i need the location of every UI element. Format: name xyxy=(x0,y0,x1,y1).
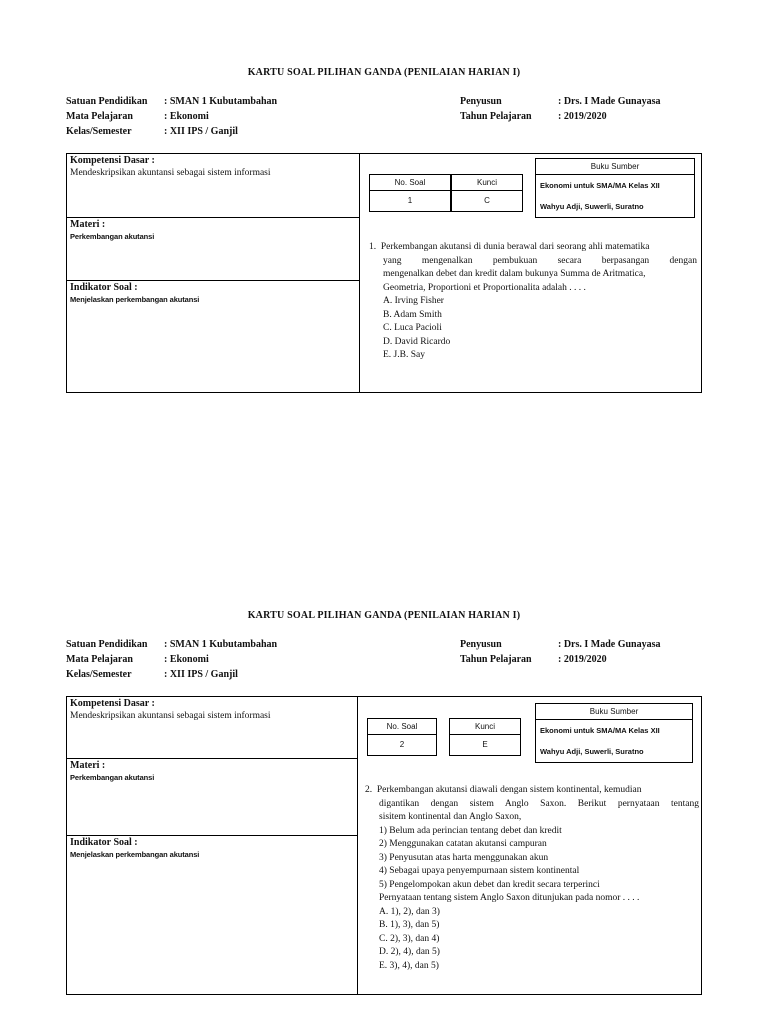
kompetensi-text: Mendeskripsikan akuntansi sebagai sistem informasi xyxy=(70,168,271,178)
meta-label: Kelas/Semester xyxy=(66,669,132,680)
no-soal-value: 2 xyxy=(399,740,405,749)
materi-text: Perkembangan akutansi xyxy=(70,232,155,241)
kunci-value: C xyxy=(484,196,490,205)
buku-title: Ekonomi untuk SMA/MA Kelas XII xyxy=(540,181,660,190)
answer-option: D. David Ricardo xyxy=(383,336,451,347)
buku-sumber-box xyxy=(535,158,695,218)
no-soal-label: No. Soal xyxy=(368,719,436,735)
buku-authors: Wahyu Adji, Suwerli, Suratno xyxy=(540,202,644,211)
buku-authors: Wahyu Adji, Suwerli, Suratno xyxy=(540,747,644,756)
meta-label: Mata Pelajaran xyxy=(66,111,133,122)
question-stem xyxy=(369,241,697,295)
meta-label: Tahun Pelajaran xyxy=(460,654,532,665)
kompetensi-label: Kompetensi Dasar : xyxy=(70,155,155,166)
meta-label: Tahun Pelajaran xyxy=(460,111,532,122)
buku-title: Ekonomi untuk SMA/MA Kelas XII xyxy=(540,726,660,735)
meta-value: : SMAN 1 Kubutambahan xyxy=(164,96,278,107)
stem-line: yang mengenalkan pembukuan secara berpasangan dengan xyxy=(383,255,697,266)
meta-label: Kelas/Semester xyxy=(66,126,132,137)
meta-value: : Ekonomi xyxy=(164,111,209,122)
indikator-label: Indikator Soal : xyxy=(70,282,138,293)
materi-label: Materi : xyxy=(70,760,106,771)
statement-item: 4) Sebagai upaya penyempurnaan sistem kontinental xyxy=(379,866,580,876)
no-soal-value: 1 xyxy=(407,196,413,205)
stem-line: Perkembangan akutansi diawali dengan sistem kontinental, kemudian xyxy=(376,785,642,795)
answer-option: C. Luca Pacioli xyxy=(383,323,442,333)
meta-left xyxy=(66,94,277,139)
statement-item: 3) Penyusutan atas harta menggunakan akun xyxy=(379,852,549,863)
question-stem xyxy=(365,784,699,825)
card-title: KARTU SOAL PILIHAN GANDA (PENILAIAN HARIAN I) xyxy=(247,610,521,621)
statement-item: 2) Menggunakan catatan akutansi campuran xyxy=(379,839,547,849)
answer-option: B. Adam Smith xyxy=(383,309,442,320)
meta-value: : Drs. I Made Gunayasa xyxy=(558,96,661,107)
materi-cell xyxy=(67,217,359,281)
buku-sumber-label: Buku Sumber xyxy=(536,704,692,720)
kunci-label: Kunci xyxy=(452,175,522,191)
no-soal-box xyxy=(367,718,437,756)
meta-right xyxy=(460,637,661,667)
answer-option: E. J.B. Say xyxy=(383,350,425,360)
meta-left xyxy=(66,637,277,682)
answer-option: A. 1), 2), dan 3) xyxy=(379,906,440,917)
kunci-box xyxy=(449,718,521,756)
stem-line: Geometria, Proportioni et Proportionalita adalah . . . . xyxy=(383,282,586,293)
answer-option: C. 2), 3), dan 4) xyxy=(379,933,440,944)
meta-label: Penyusun xyxy=(460,96,502,107)
no-soal-box xyxy=(369,174,451,212)
stem-line: sisitem kontinental dan Anglo Saxon, xyxy=(379,812,522,822)
indikator-label: Indikator Soal : xyxy=(70,837,138,848)
indikator-cell xyxy=(67,280,359,392)
meta-value: : XII IPS / Ganjil xyxy=(164,126,238,137)
indikator-cell xyxy=(67,835,357,994)
meta-right xyxy=(460,94,661,124)
question-body xyxy=(369,241,697,363)
materi-cell xyxy=(67,758,357,836)
answer-option: E. 3), 4), dan 5) xyxy=(379,960,439,971)
question-body xyxy=(365,784,699,973)
kunci-label: Kunci xyxy=(450,719,520,735)
left-column xyxy=(67,697,358,994)
meta-value: : XII IPS / Ganjil xyxy=(164,669,238,680)
question-number: 1. xyxy=(369,242,377,252)
kunci-box xyxy=(451,174,523,212)
materi-label: Materi : xyxy=(70,219,106,230)
meta-value: : 2019/2020 xyxy=(558,654,607,665)
meta-value: : 2019/2020 xyxy=(558,111,607,122)
kompetensi-cell xyxy=(67,697,357,759)
kompetensi-cell xyxy=(67,154,359,218)
meta-value: : Ekonomi xyxy=(164,654,209,665)
buku-sumber-label: Buku Sumber xyxy=(536,159,694,175)
question-prompt: Pernyataan tentang sistem Anglo Saxon ditunjukan pada nomor . . . . xyxy=(379,893,640,903)
buku-sumber-box xyxy=(535,703,693,763)
stem-line: mengenalkan debet dan kredit dalam bukunya Summa de Aritmatica, xyxy=(383,269,646,279)
meta-value: : SMAN 1 Kubutambahan xyxy=(164,639,278,650)
indikator-text: Menjelaskan perkembangan akutansi xyxy=(70,850,200,859)
meta-label: Satuan Pendidikan xyxy=(66,639,148,650)
card-table xyxy=(66,696,702,995)
meta-label: Mata Pelajaran xyxy=(66,654,133,665)
statement-item: 5) Pengelompokan akun debet dan kredit secara terperinci xyxy=(379,879,600,890)
left-column xyxy=(67,154,360,392)
card-table xyxy=(66,153,702,393)
statement-item: 1) Belum ada perincian tentang debet dan kredit xyxy=(379,825,562,836)
kunci-value: E xyxy=(482,740,488,749)
answer-option: B. 1), 3), dan 5) xyxy=(379,920,440,930)
card-title: KARTU SOAL PILIHAN GANDA (PENILAIAN HARIAN I) xyxy=(247,67,521,78)
indikator-text: Menjelaskan perkembangan akutansi xyxy=(70,295,200,304)
meta-label: Satuan Pendidikan xyxy=(66,96,148,107)
meta-label: Penyusun xyxy=(460,639,502,650)
kompetensi-label: Kompetensi Dasar : xyxy=(70,698,155,709)
answer-option: D. 2), 4), dan 5) xyxy=(379,947,440,957)
stem-line: Perkembangan akutansi di dunia berawal dari seorang ahli matematika xyxy=(380,242,650,252)
question-number: 2. xyxy=(365,785,373,795)
materi-text: Perkembangan akutansi xyxy=(70,773,155,782)
no-soal-label: No. Soal xyxy=(370,175,450,191)
answer-option: A. Irving Fisher xyxy=(383,296,444,306)
meta-value: : Drs. I Made Gunayasa xyxy=(558,639,661,650)
stem-line: digantikan dengan sistem Anglo Saxon. Berikut pernyataan tentang xyxy=(379,798,699,809)
kompetensi-text: Mendeskripsikan akuntansi sebagai sistem informasi xyxy=(70,711,271,721)
